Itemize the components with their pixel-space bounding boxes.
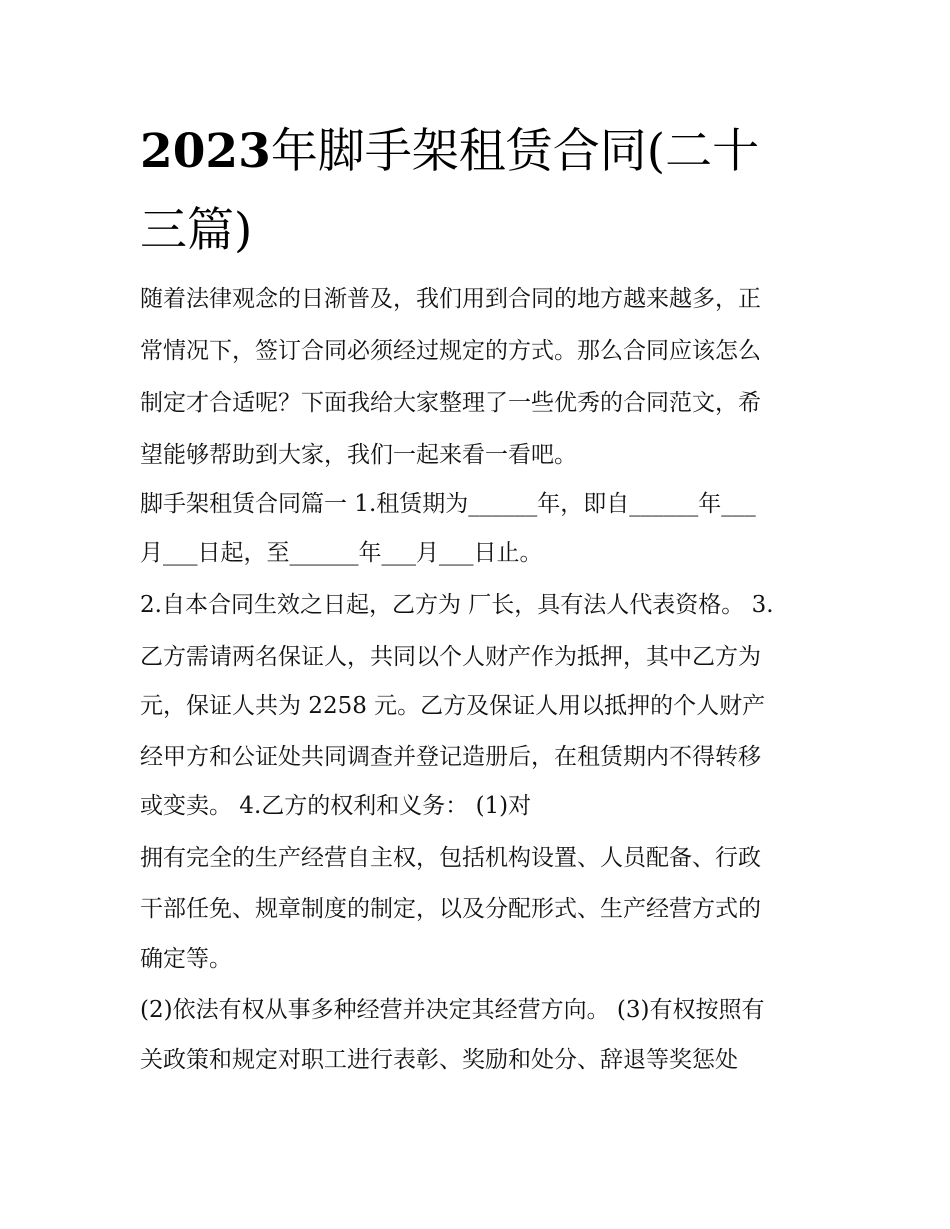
body-line: 望能够帮助到大家，我们一起来看一看吧。 [140,442,577,468]
title-line2-text: 三篇) [140,203,253,258]
body-line: 干部任免、规章制度的制定，以及分配形式、生产经营方式的 [140,896,761,922]
body-line: 2.自本合同生效之日起，乙方为 厂长，具有法人代表资格。 3. [140,592,774,618]
body-line: 元，保证人共为 2258 元。乙方及保证人用以抵押的个人财产 [140,693,766,719]
body-line: 脚手架租赁合同篇一 1.租赁期为______年，即自______年___ [140,491,756,517]
document-title [140,112,820,270]
body-line: 常情况下，签订合同必须经过规定的方式。那么合同应该怎么 [140,338,761,364]
body-line: 月___日起，至______年___月___日止。 [140,540,543,566]
body-line: 确定等。 [140,946,232,972]
body-line: 制定才合适呢？下面我给大家整理了一些优秀的合同范文，希 [140,390,761,416]
body-line: 拥有完全的生产经营自主权，包括机构设置、人员配备、行政 [140,845,761,871]
body-line: 经甲方和公证处共同调查并登记造册后，在租赁期内不得转移 [140,744,761,770]
body-line: 随着法律观念的日渐普及，我们用到合同的地方越来越多，正 [140,286,761,312]
title-line1-text: 年脚手架租赁合同(二十 [270,124,760,179]
body-line: 或变卖。 4.乙方的权利和义务： (1)对 [140,793,532,819]
title-year: 2023 [140,124,271,179]
body-line: 乙方需请两名保证人，共同以个人财产作为抵押，其中乙方为 [140,644,761,670]
body-line: (2)依法有权从事多种经营并决定其经营方向。 (3)有权按照有 [140,997,765,1023]
body-line: 关政策和规定对职工进行表彰、奖励和处分、辞退等奖惩处 [140,1047,738,1073]
